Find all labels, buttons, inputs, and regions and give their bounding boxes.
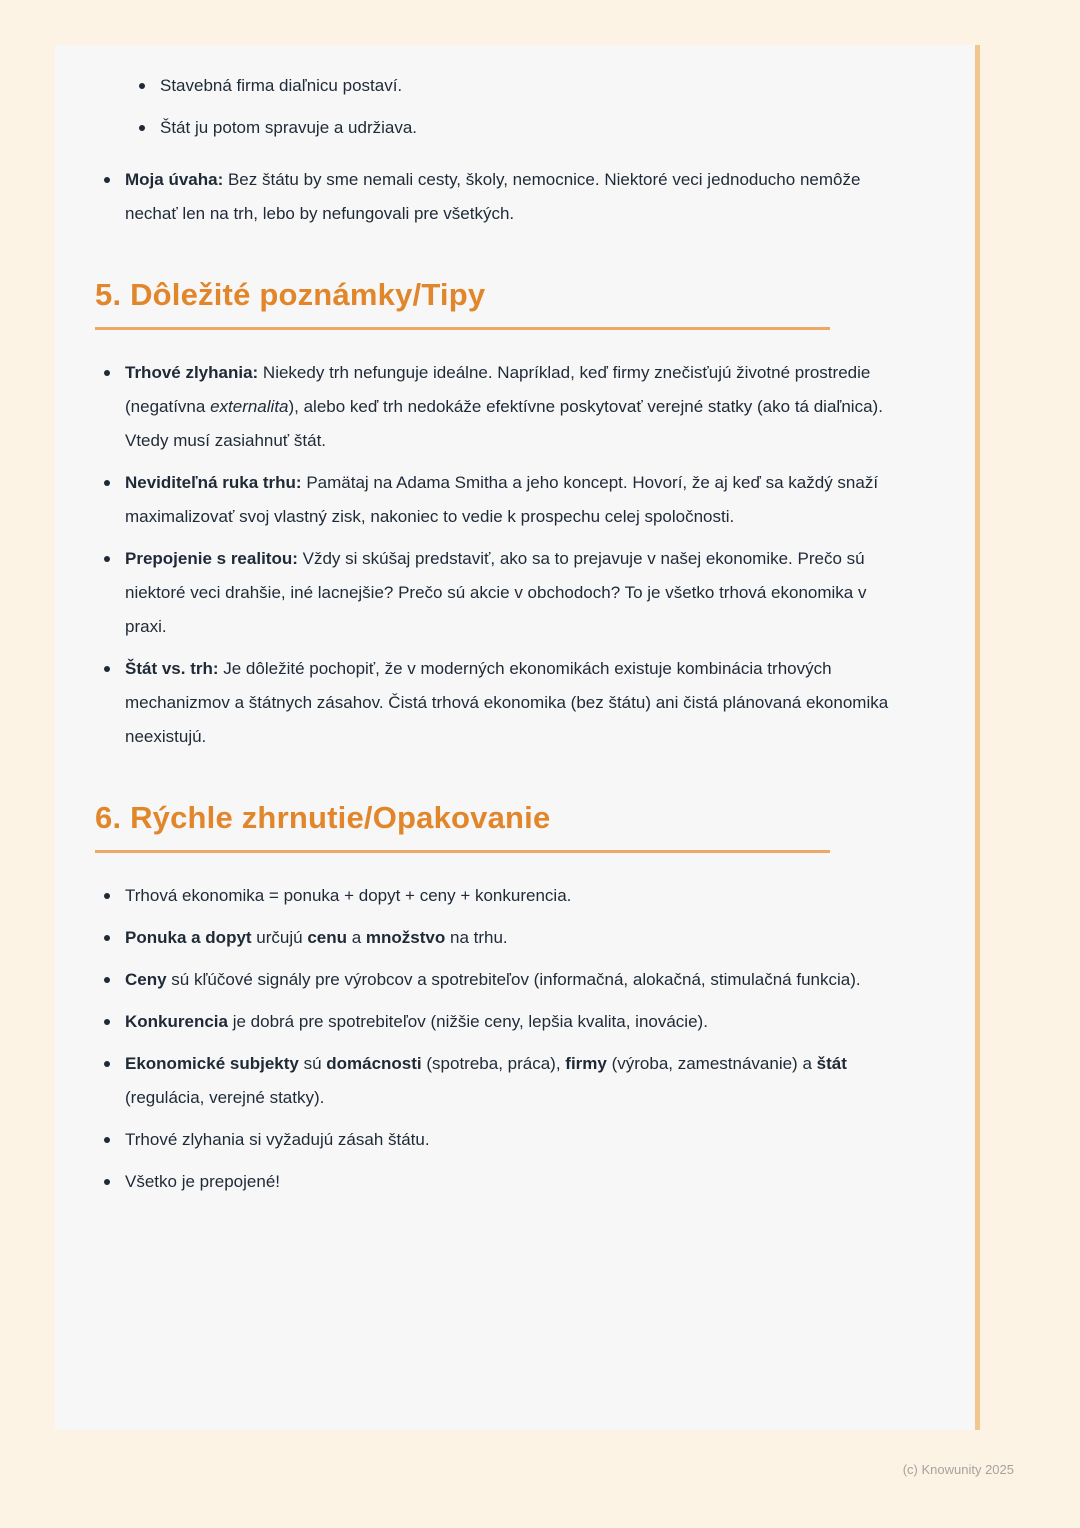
list-item-text [125,170,860,223]
bold-text: domácnosti [326,1054,422,1073]
bullet-marker [104,1137,110,1143]
section [95,277,935,754]
bullet-marker [104,177,110,183]
list-item-text [125,970,861,989]
list-item-text [125,1012,708,1031]
list-item [95,963,905,997]
list-item-text [125,1172,280,1191]
list-item [130,111,935,145]
list-item [95,466,905,534]
text: a [347,928,366,947]
bullet-marker [104,935,110,941]
bold-text: Štát vs. trh: [125,659,219,678]
bold-text: Trhové zlyhania: [125,363,259,382]
section-bullets [95,879,935,1199]
text: Trhová ekonomika = ponuka + dopyt + ceny + konkurencia. [125,886,572,905]
list-item [95,921,905,955]
bullet-marker [104,893,110,899]
text: Vždy si skúšaj predstaviť, ako sa to prejavuje v našej ekonomike. Prečo sú niektoré veci drahšie, iné lacnejšie? Prečo sú akcie v obchodoch? To je všetko trhová ekonomika v praxi. [125,549,867,636]
text: je dobrá pre spotrebiteľov (nižšie ceny, lepšia kvalita, inovácie). [227,1012,708,1031]
top-bullets [95,163,935,231]
list-item [95,1165,905,1199]
bold-text: Ekonomické subjekty [125,1054,299,1073]
text: sú [298,1054,327,1073]
list-item-text [125,363,883,450]
text: Je dôležité pochopiť, že v moderných ekonomikách existuje kombinácia trhových mechanizmov a štátnych zásahov. Čistá trhová ekonomika (bez štátu) ani čistá plánovaná ekonomika neexistujú. [125,659,889,746]
list-item [95,1005,905,1039]
text: Bez štátu by sme nemali cesty, školy, nemocnice. Niektoré veci jednoducho nemôže nechať len na trh, lebo by nefungovali pre všetkých. [125,170,861,223]
bold-text: Konkurencia [125,1012,228,1031]
list-item-text [125,473,878,526]
list-item-text [160,118,417,137]
top-sublist [130,69,935,145]
list-item [95,163,905,231]
text: Štát ju potom spravuje a udržiava. [160,118,418,137]
bold-text: Moja úvaha: [125,170,224,189]
bullet-marker [104,480,110,486]
bullet-marker [104,666,110,672]
bold-text: cenu [307,928,348,947]
list-item-text [125,549,866,636]
list-item [95,652,905,754]
list-item [95,1123,905,1157]
list-item-text [125,928,508,947]
list-item [95,542,905,644]
bullet-marker [104,1179,110,1185]
bullet-marker [139,125,145,131]
bullet-marker [104,556,110,562]
list-item-text [125,1130,430,1149]
list-item-text [160,76,402,95]
bullet-marker [104,1019,110,1025]
section-bullets [95,356,935,754]
footer-credit: (c) Knowunity 2025 [902,1462,1014,1477]
list-item [95,1047,905,1115]
text: Pamätaj na Adama Smitha a jeho koncept. Hovorí, že aj keď sa každý snaží maximalizovať svoj vlastný zisk, nakoniec to vedie k prospechu celej spoločnosti. [125,473,879,526]
text: Trhové zlyhania si vyžadujú zásah štátu. [125,1130,430,1149]
bold-text: štát [816,1054,847,1073]
italic-text: externalita [210,397,289,416]
bold-text: množstvo [365,928,446,947]
bullet-marker [104,1061,110,1067]
bold-text: Ponuka a dopyt [125,928,252,947]
text: (výroba, zamestnávanie) a [606,1054,817,1073]
bold-text: Neviditeľná ruka trhu: [125,473,302,492]
text: ), alebo keď trh nedokáže efektívne poskytovať verejné statky (ako tá diaľnica). Vtedy musí zasiahnuť štát. [125,397,883,450]
right-accent-line [975,45,980,1430]
list-item [130,69,935,103]
content-panel [55,45,975,1430]
list-item [95,879,905,913]
section-title: 6. Rýchle zhrnutie/Opakovanie [95,800,830,853]
text: Stavebná firma diaľnicu postaví. [160,76,403,95]
text: (spotreba, práca), [421,1054,566,1073]
text: Niekedy trh nefunguje ideálne. Napríklad, keď firmy znečisťujú životné prostredie (negatívna [125,363,871,416]
bold-text: Ceny [125,970,167,989]
bold-text: firmy [565,1054,607,1073]
bullet-marker [139,83,145,89]
list-item [95,356,905,458]
bullet-marker [104,977,110,983]
sections [95,277,935,1199]
text: sú kľúčové signály pre výrobcov a spotrebiteľov (informačná, alokačná, stimulačná funkcia). [166,970,861,989]
content-inner [55,45,975,1199]
bold-text: Prepojenie s realitou: [125,549,298,568]
text: na trhu. [445,928,508,947]
text: určujú [251,928,308,947]
text: Všetko je prepojené! [125,1172,280,1191]
list-item-text [125,886,571,905]
section-title: 5. Dôležité poznámky/Tipy [95,277,830,330]
list-item-text [125,1054,847,1107]
list-item-text [125,659,888,746]
bullet-marker [104,370,110,376]
text: (regulácia, verejné statky). [125,1088,325,1107]
section [95,800,935,1199]
